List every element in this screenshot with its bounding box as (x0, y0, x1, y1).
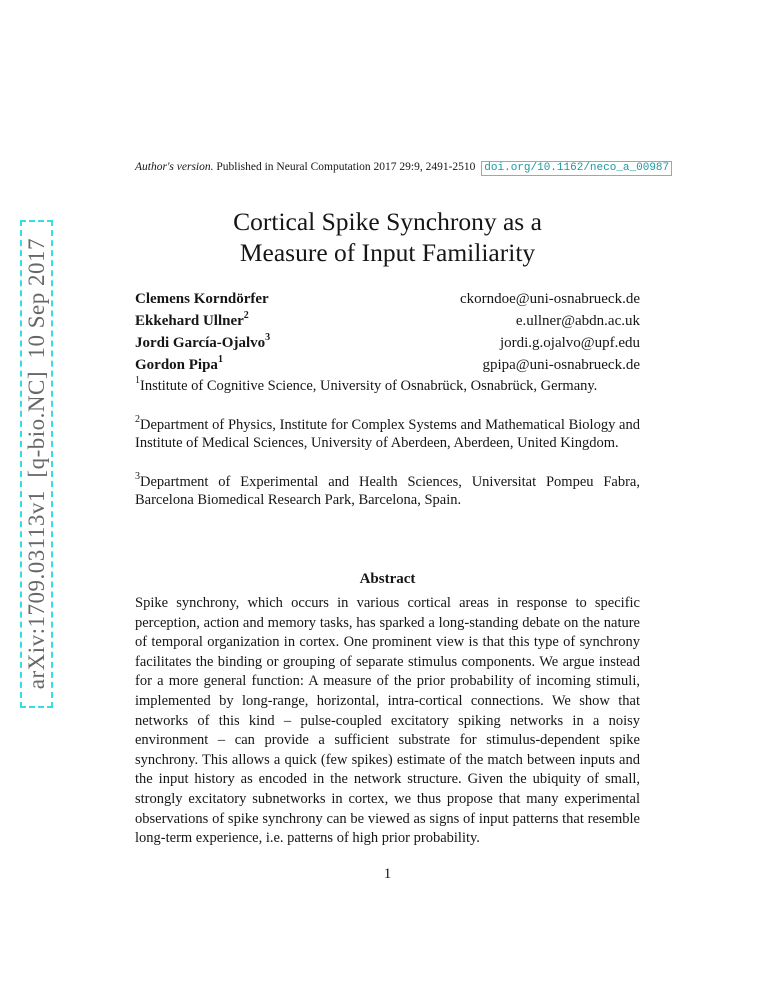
author-affiliation-sup: 3 (265, 332, 271, 343)
author-name: Gordon Pipa$^1$ (135, 354, 223, 373)
affiliation-text: Institute of Cognitive Science, University of Osnabrück, Osnabrück, Germany. (140, 378, 598, 394)
author-email: gpipa@uni-osnabrueck.de (482, 357, 640, 373)
affiliation-text: Department of Physics, Institute for Complex Systems and Mathematical Biology and Institute of Medical Sciences, University of Aberdeen, Aberdeen, United Kingdom. (135, 416, 640, 451)
author-name: Jordi García-Ojalvo$^3$ (135, 332, 271, 351)
authors-block (135, 288, 640, 376)
paper-title-line1: Cortical Spike Synchrony as a (233, 207, 542, 236)
author-row (135, 332, 640, 354)
affiliation (135, 377, 640, 396)
affiliation (135, 470, 640, 510)
author-name: Clemens Korndörfer (135, 291, 269, 307)
author-affiliation-sup: 2 (243, 310, 249, 321)
paper-title (135, 206, 640, 268)
affiliations-block (135, 377, 640, 530)
affiliation-text: Department of Experimental and Health Sciences, Universitat Pompeu Fabra, Barcelona Biomedical Research Park, Barcelona, Spain. (135, 473, 640, 508)
author-email: ckorndoe@uni-osnabrueck.de (460, 291, 640, 307)
page-number: 1 (383, 866, 392, 882)
authors-version-label: Author's version. (135, 161, 214, 173)
abstract-text: Spike synchrony, which occurs in various cortical areas in response to specific perception, action and memory tasks, has sparked a long-standing debate on the nature of temporal organization in cortex. One prominent view is that this type of synchrony facilitates the binding or grouping of separate stimulus components. We argue instead for a more general function: A measure of the prior probability of incoming stimuli, implemented by long-range, horizontal, intra-cortical connections. We show that networks of this kind – pulse-coupled excitatory spiking networks in a noisy environment – can provide a sufficient substrate for stimulus-dependent spike synchrony. This allows a quick (few spikes) estimate of the match between inputs and the input history as encoded in the network structure. Given the ubiquity of small, strongly excitatory subnetworks in cortex, we thus propose that many experimental observations of spike synchrony can be viewed as signs of input patterns that resemble long-term experience, i.e. patterns of high prior probability. (135, 595, 640, 847)
arxiv-stamp-link[interactable] (20, 220, 53, 708)
arxiv-stamp-text: arXiv:1709.03113v1 [q-bio.NC] 10 Sep 2017 (23, 238, 49, 690)
affiliation-sup: 1 (135, 375, 140, 387)
author-affiliation-sup: 1 (217, 354, 223, 365)
author-email: e.ullner@abdn.ac.uk (515, 313, 640, 329)
author-name: Ekkehard Ullner$^2$ (135, 310, 249, 329)
paper-title-line2: Measure of Input Familiarity (239, 238, 536, 267)
doi-link[interactable]: doi.org/10.1162/neco_a_00987 (481, 161, 672, 176)
published-in-label: Published in Neural Computation 2017 29:9, 2491-2510 (216, 161, 476, 173)
affiliation-sup: 3 (135, 470, 140, 482)
affiliation (135, 413, 640, 453)
author-row (135, 354, 640, 376)
author-email: jordi.g.ojalvo@upf.edu (499, 335, 640, 351)
publication-note (135, 161, 670, 174)
author-row (135, 288, 640, 310)
author-row (135, 310, 640, 332)
abstract-heading: Abstract (359, 571, 416, 587)
affiliation-sup: 2 (135, 413, 140, 425)
